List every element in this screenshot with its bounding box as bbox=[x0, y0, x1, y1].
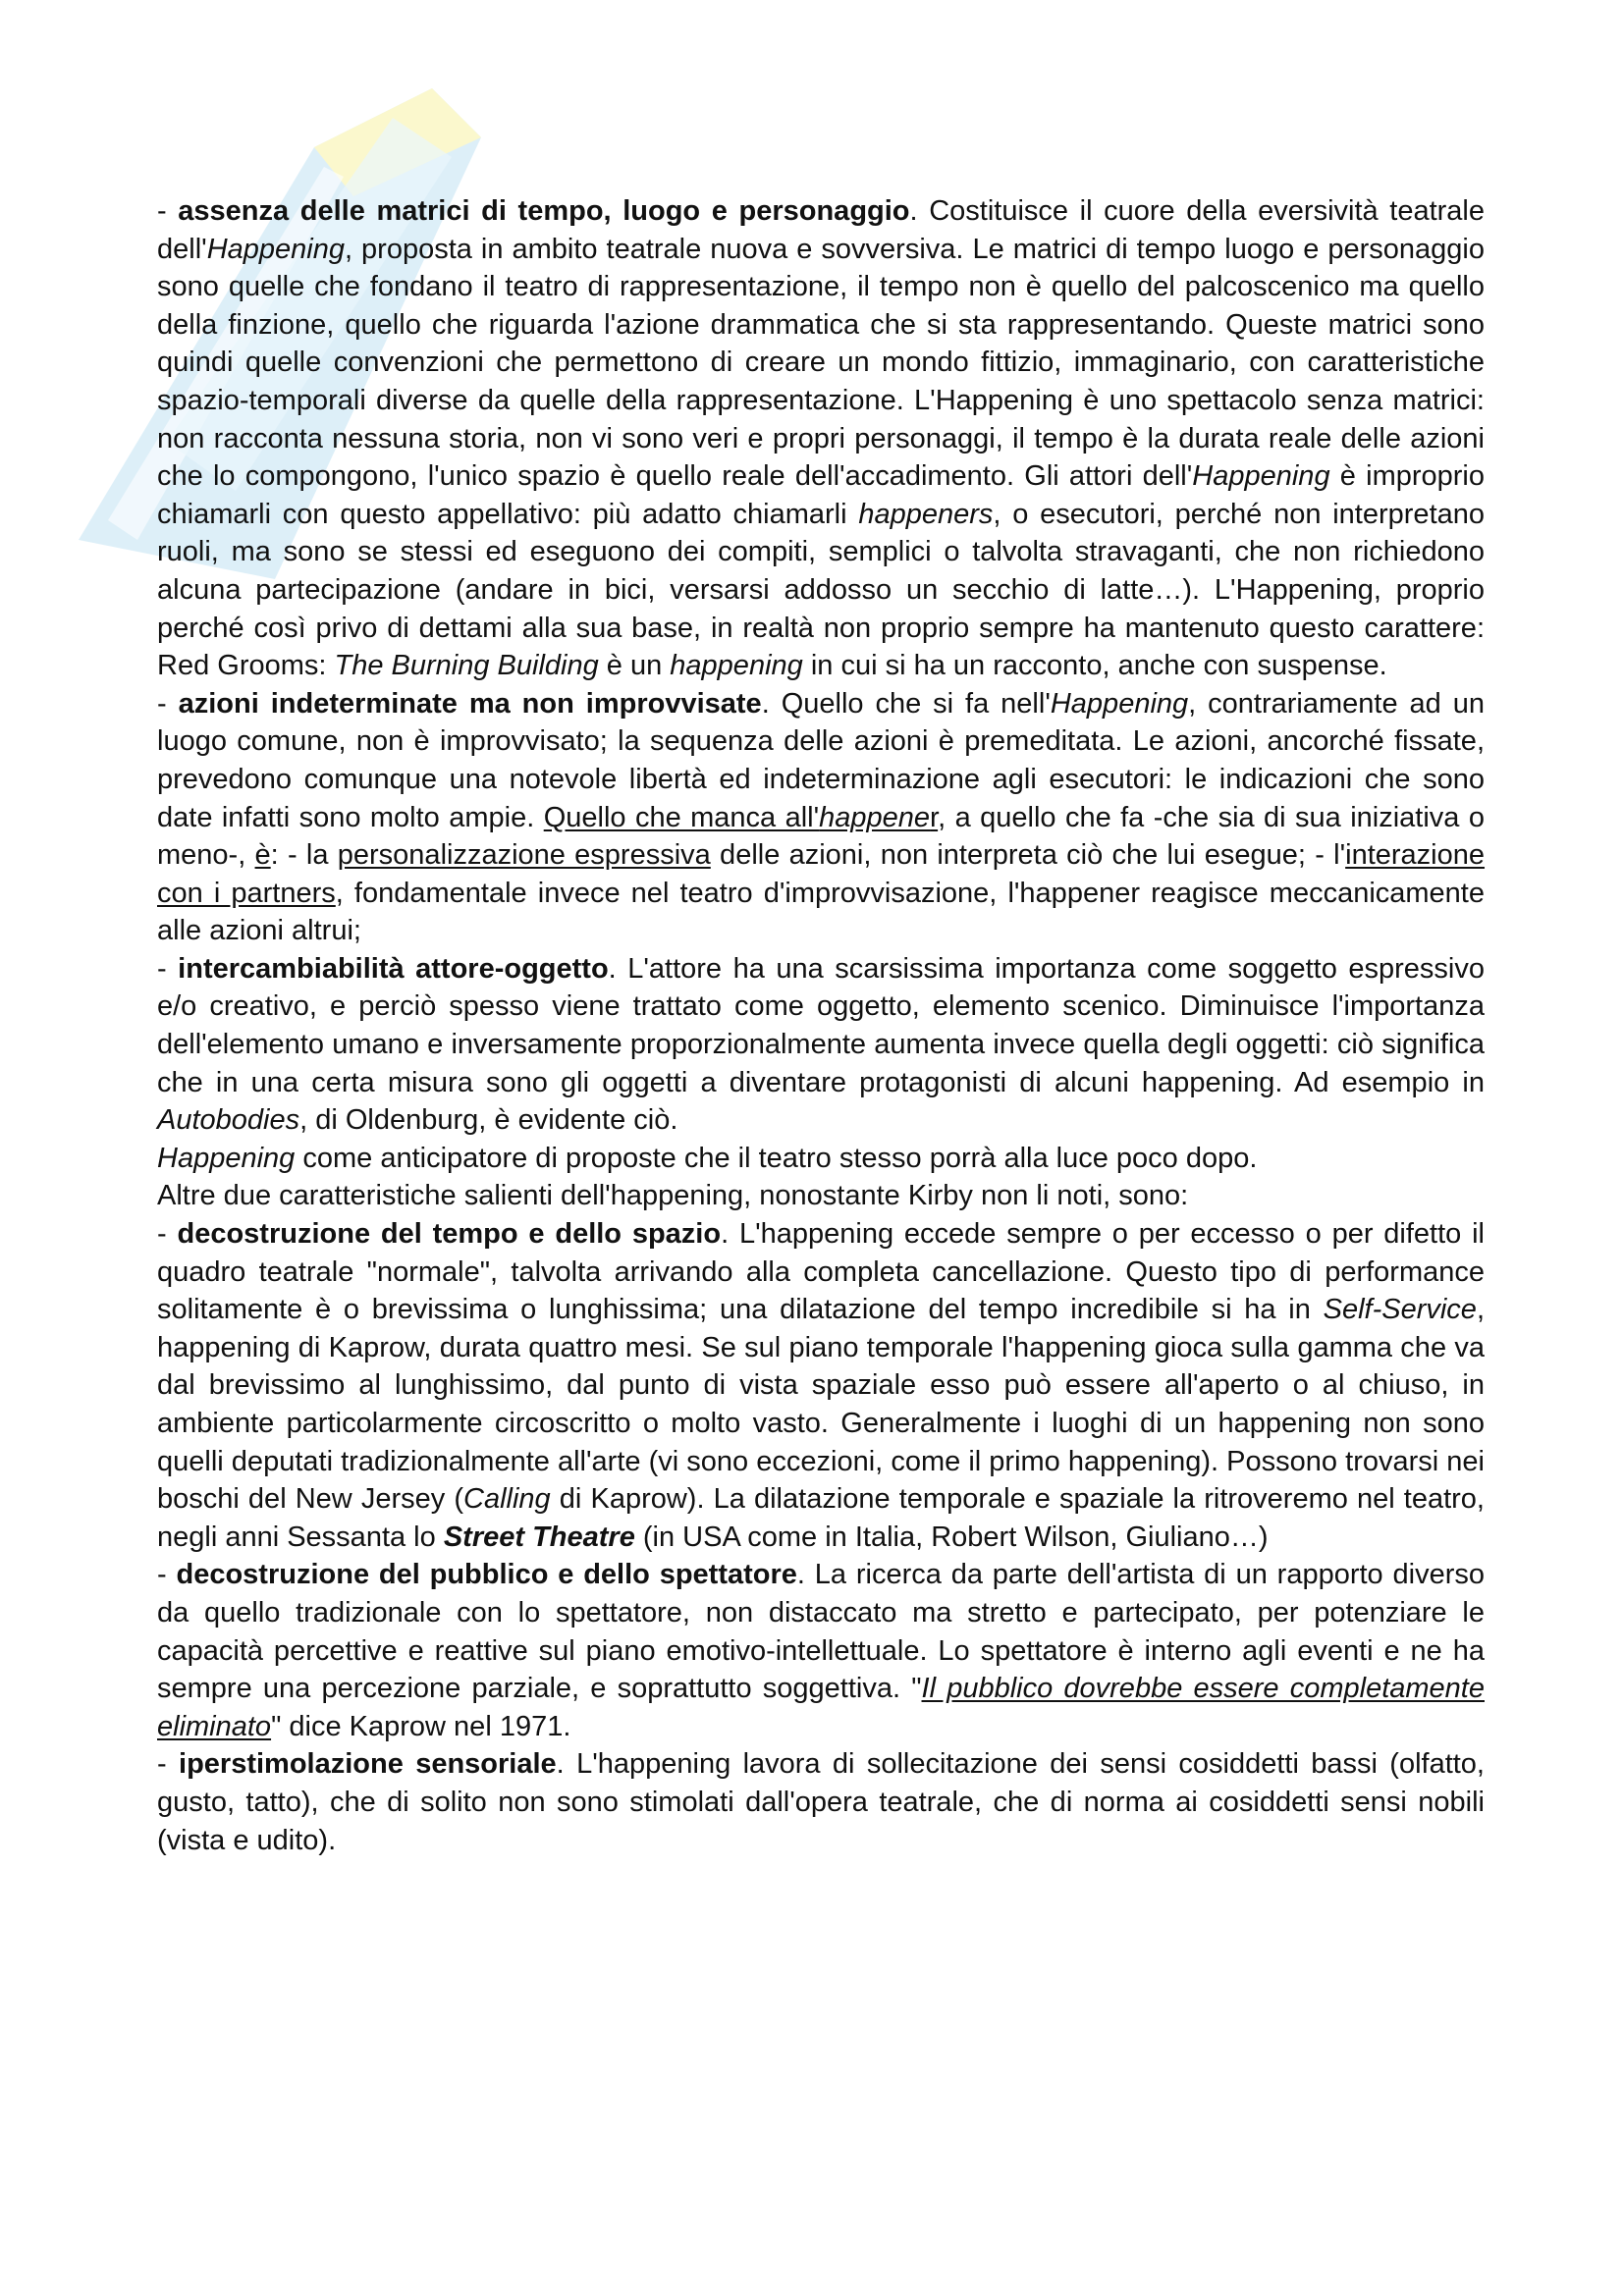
paragraph-iperstimolazione: - iperstimolazione sensoriale. L'happening lavora di sollecitazione dei sensi cosiddetti bassi (olfatto, gusto, tatto), che di solito non sono stimolati dall'opera teatrale, che di norma ai cosiddetti sensi nobili (vista e udito). bbox=[157, 1748, 1485, 1856]
paragraph-intercambiabilita: - intercambiabilità attore-oggetto. L'attore ha una scarsissima importanza come soggetto espressivo e/o creativo, e perciò spesso viene trattato come oggetto, elemento scenico. Diminuisce l'importanza dell'elemento umano e inversamente proporzionalmente aumenta invece quella degli oggetti: ciò significa che in una certa misura sono gli oggetti a diventare protagonisti di alcuni happening. Ad esempio in Autobodies, di Oldenburg, è evidente ciò. bbox=[157, 952, 1485, 1137]
bold-heading: azioni indeterminate ma non improvvisate bbox=[178, 687, 762, 720]
bold-heading: decostruzione del tempo e dello spazio bbox=[177, 1218, 722, 1251]
bold-heading: assenza delle matrici di tempo, luogo e personaggio bbox=[178, 195, 910, 227]
paragraph-decostruzione-tempo-spazio: - decostruzione del tempo e dello spazio. L'happening eccede sempre o per eccesso o per difetto il quadro teatrale "normale", talvolta arrivando alla completa cancellazione. Questo tipo di performance solitamente è o brevissima o lunghissima; una dilatazione del tempo incredibile si ha in Self-Service, happening di Kaprow, durata quattro mesi. Se sul piano temporale l'happening gioca sulla gamma che va dal brevissimo al lunghissimo, dal punto di vista spaziale esso può essere all'aperto o al chiuso, in ambiente particolarmente circoscritto o molto vasto. Generalmente i luoghi di un happening non sono quelli deputati tradizionalmente all'arte (vi sono eccezioni, come il primo happening). Possono trovarsi nei boschi del New Jersey (Calling di Kaprow). La dilatazione temporale e spaziale la ritroveremo nel teatro, negli anni Sessanta lo Street Theatre (in USA come in Italia, Robert Wilson, Giuliano…) bbox=[157, 1218, 1485, 1553]
paragraph-assenza-matrici: - assenza delle matrici di tempo, luogo e personaggio. Costituisce il cuore della eversività teatrale dell'Happening, proposta in ambito teatrale nuova e sovversiva. Le matrici di tempo luogo e personaggio sono quelle che fondano il teatro di rappresentazione, il tempo non è quello del palcoscenico ma quello della finzione, quello che riguarda l'azione drammatica che si sta rappresentando. Queste matrici sono quindi quelle convenzioni che permettono di creare un mondo fittizio, immaginario, con caratteristiche spazio-temporali diverse da quelle della rappresentazione. L'Happening è uno spettacolo senza matrici: non racconta nessuna storia, non vi sono veri e propri personaggi, il tempo è la durata reale delle azioni che lo compongono, l'unico spazio è quello reale dell'accadimento. Gli attori dell'Happening è improprio chiamarli con questo appellativo: più adatto chiamarli happeners, o esecutori, perché non interpretano ruoli, ma sono se stessi ed eseguono dei compiti, semplici o talvolta stravaganti, che non richiedono alcuna partecipazione (andare in bici, versarsi addosso un secchio di latte…). L'Happening, proprio perché così privo di dettami alla sua base, in realtà non proprio sempre ha mantenuto questo carattere: Red Grooms: The Burning Building è un happening in cui si ha un racconto, anche con suspense. bbox=[157, 195, 1486, 682]
bold-heading: iperstimolazione sensoriale bbox=[179, 1748, 557, 1781]
paragraph-anticipatore: Happening come anticipatore di proposte che il teatro stesso porrà alla luce poco dopo. bbox=[157, 1142, 1258, 1174]
document-body bbox=[157, 192, 1485, 1859]
paragraph-decostruzione-pubblico: - decostruzione del pubblico e dello spettatore. La ricerca da parte dell'artista di un rapporto diverso da quello tradizionale con lo spettatore, non distaccato ma stretto e partecipato, per potenziare le capacità percettive e reattive sul piano emotivo-intellettuale. Lo spettatore è interno agli eventi e ne ha sempre una percezione parziale, e soprattutto soggettiva. "Il pubblico dovrebbe essere completamente eliminato" dice Kaprow nel 1971. bbox=[157, 1559, 1485, 1742]
paragraph-altre-caratteristiche: Altre due caratteristiche salienti dell'happening, nonostante Kirby non li noti, sono: bbox=[157, 1180, 1189, 1212]
bold-heading: decostruzione del pubblico e dello spettatore bbox=[176, 1559, 797, 1591]
paragraph-azioni-indeterminate: - azioni indeterminate ma non improvvisate. Quello che si fa nell'Happening, contrariamente ad un luogo comune, non è improvvisato; la sequenza delle azioni è premeditata. Le azioni, ancorché fissate, prevedono comunque una notevole libertà ed indeterminazione agli esecutori: le indicazioni che sono date infatti sono molto ampie. Quello che manca all'happener, a quello che fa -che sia di sua iniziativa o meno-, è: - la personalizzazione espressiva delle azioni, non interpreta ciò che lui esegue; - l'interazione con i partners, fondamentale invece nel teatro d'improvvisazione, l'happener reagisce meccanicamente alle azioni altrui; bbox=[157, 687, 1486, 947]
bold-heading: intercambiabilità attore-oggetto bbox=[178, 952, 609, 985]
